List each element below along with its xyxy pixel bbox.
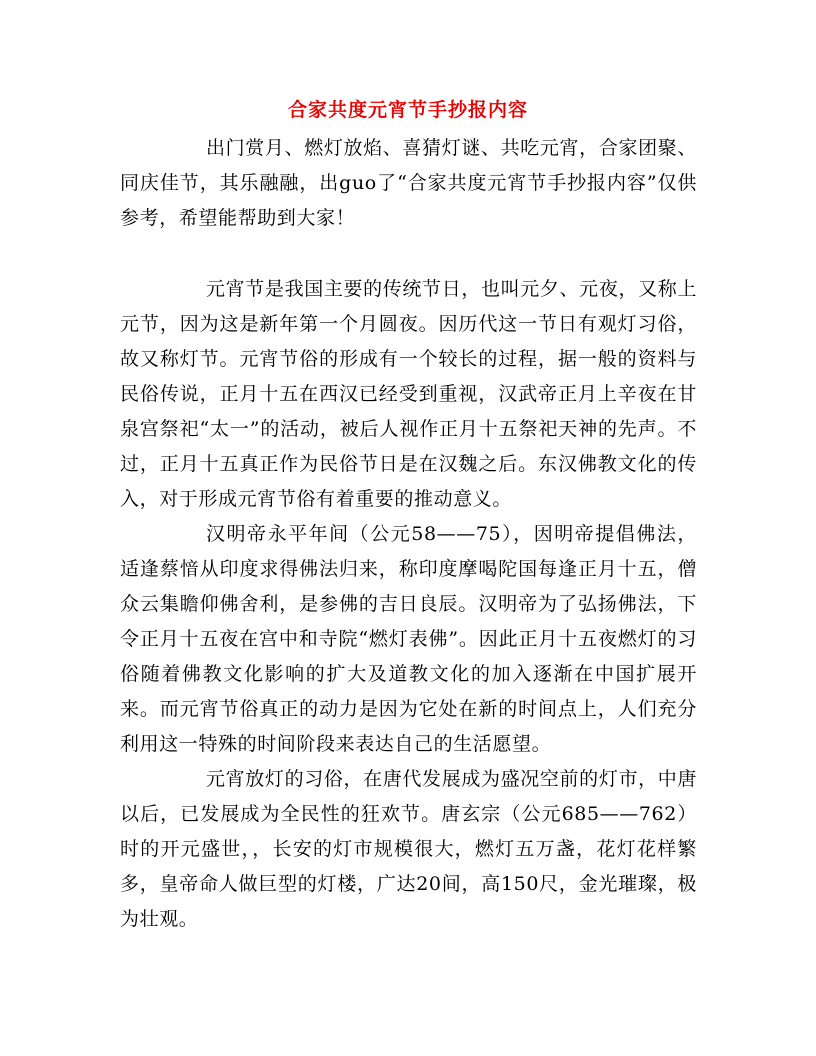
document-body: [120, 131, 697, 937]
body-paragraph-2: 汉明帝永平年间（公元58——75），因明帝提倡佛法，适逢蔡愔从印度求得佛法归来，称印度摩喝陀国每逢正月十五，僧众云集瞻仰佛舍利，是参佛的吉日良辰。汉明帝为了弘扬佛法，下令正月十五夜在宫中和寺院“燃灯表佛”。因此正月十五夜燃灯的习俗随着佛教文化影响的扩大及道教文化的加入逐渐在中国扩展开来。而元宵节俗真正的动力是因为它处在新的时间点上，人们充分利用这一特殊的时间阶段来表达自己的生活愿望。: [120, 523, 697, 755]
intro-paragraph: 出门赏月、燃灯放焰、喜猜灯谜、共吃元宵，合家团聚、同庆佳节，其乐融融，出guo了“合家共度元宵节手抄报内容”仅供参考，希望能帮助到大家！: [120, 137, 697, 229]
body-paragraph-1: 元宵节是我国主要的传统节日，也叫元夕、元夜，又称上元节，因为这是新年第一个月圆夜。因历代这一节日有观灯习俗，故又称灯节。元宵节俗的形成有一个较长的过程，据一般的资料与民俗传说，正月十五在西汉已经受到重视，汉武帝正月上辛夜在甘泉宫祭祀“太一”的活动，被后人视作正月十五祭祀天神的先声。不过，正月十五真正作为民俗节日是在汉魏之后。东汉佛教文化的传入，对于形成元宵节俗有着重要的推动意义。: [120, 278, 697, 510]
body-paragraph-3: 元宵放灯的习俗，在唐代发展成为盛况空前的灯市，中唐以后，已发展成为全民性的狂欢节。唐玄宗（公元685——762）时的开元盛世，，长安的灯市规模很大，燃灯五万盏，花灯花样繁多，皇帝命人做巨型的灯楼，广达20间，高150尺，金光璀璨，极为壮观。: [120, 768, 697, 930]
document-title: 合家共度元宵节手抄报内容: [287, 99, 528, 121]
